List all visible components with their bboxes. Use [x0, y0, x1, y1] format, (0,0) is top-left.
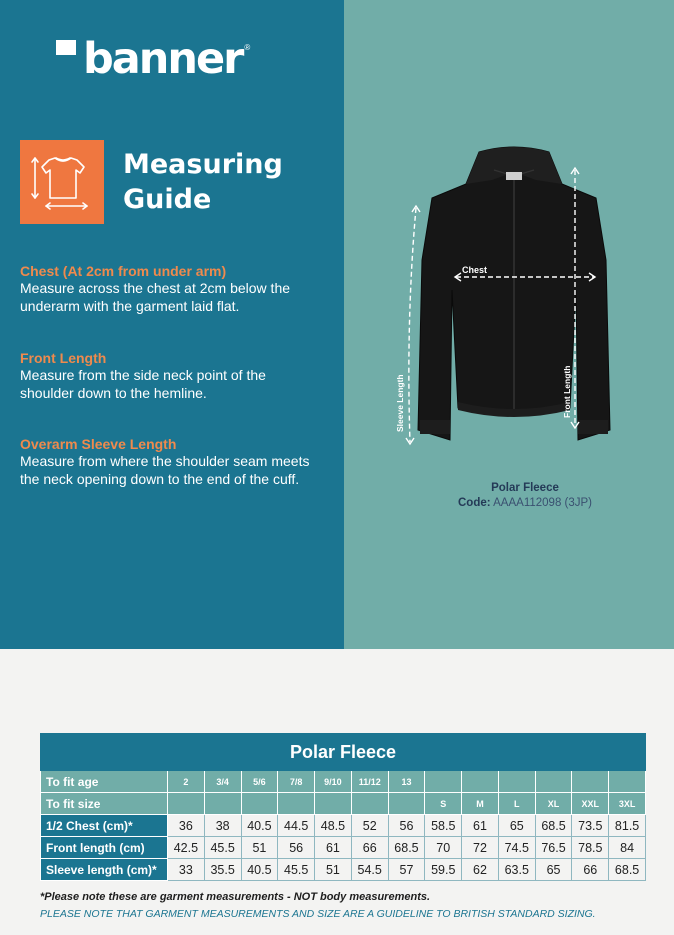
table-cell: 5/6	[241, 771, 278, 793]
table-cell	[498, 771, 535, 793]
size-table	[40, 733, 646, 881]
table-cell	[315, 793, 352, 815]
table-cell: 44.5	[278, 815, 315, 837]
table-cell: 63.5	[498, 859, 535, 881]
size-table-container	[40, 733, 646, 881]
neck-label	[506, 172, 522, 180]
table-cell: 40.5	[241, 815, 278, 837]
tshirt-measure-icon	[20, 140, 104, 224]
table-cell: S	[425, 793, 462, 815]
sleeve-length-section	[20, 436, 320, 488]
chest-label: Chest	[462, 265, 488, 275]
table-cell: 42.5	[168, 837, 205, 859]
table-cell: 33	[168, 859, 205, 881]
table-cell: 68.5	[535, 815, 572, 837]
logo-mark	[56, 40, 76, 55]
table-row	[41, 837, 646, 859]
row-label: Sleeve length (cm)*	[41, 859, 168, 881]
table-cell: 7/8	[278, 771, 315, 793]
section-body: Measure across the chest at 2cm below the underarm with the garment laid flat.	[20, 280, 291, 314]
table-cell: 84	[609, 837, 646, 859]
table-cell: 51	[241, 837, 278, 859]
section-heading: Front Length	[20, 350, 107, 366]
sleeve-label: Sleeve Length	[395, 374, 405, 432]
table-cell	[388, 793, 425, 815]
table-cell: 65	[498, 815, 535, 837]
table-cell: 57	[388, 859, 425, 881]
table-title-row	[41, 734, 646, 771]
table-cell: 61	[315, 837, 352, 859]
table-cell: 45.5	[204, 837, 241, 859]
table-cell: M	[462, 793, 499, 815]
logo-text: banner	[83, 34, 243, 84]
table-cell: 78.5	[572, 837, 609, 859]
table-cell: 36	[168, 815, 205, 837]
garment-note: *Please note these are garment measurements - NOT body measurements.	[40, 891, 431, 903]
section-heading: Overarm Sleeve Length	[20, 436, 177, 452]
table-title: Polar Fleece	[41, 734, 646, 771]
table-cell: 40.5	[241, 859, 278, 881]
row-label: 1/2 Chest (cm)*	[41, 815, 168, 837]
table-row	[41, 859, 646, 881]
table-cell	[168, 793, 205, 815]
table-cell: 45.5	[278, 859, 315, 881]
table-row	[41, 815, 646, 837]
table-cell: 54.5	[351, 859, 388, 881]
table-cell: 73.5	[572, 815, 609, 837]
front-length-section	[20, 350, 320, 402]
table-cell: 66	[572, 859, 609, 881]
product-code: AAAA112098 (3JP)	[493, 497, 593, 509]
table-cell: 52	[351, 815, 388, 837]
logo-registered: ®	[244, 43, 251, 52]
table-cell: L	[498, 793, 535, 815]
table-cell: 62	[462, 859, 499, 881]
table-row	[41, 771, 646, 793]
product-name: Polar Fleece	[491, 482, 559, 494]
table-cell: 76.5	[535, 837, 572, 859]
table-cell: XXL	[572, 793, 609, 815]
table-cell: 11/12	[351, 771, 388, 793]
sizing-note: PLEASE NOTE THAT GARMENT MEASUREMENTS AND SIZE ARE A GUIDELINE TO BRITISH STANDARD SIZING.	[40, 908, 596, 920]
table-cell	[535, 771, 572, 793]
table-cell: 72	[462, 837, 499, 859]
table-cell: 13	[388, 771, 425, 793]
fleece-jacket-diagram	[384, 140, 644, 460]
table-cell: 70	[425, 837, 462, 859]
front-length-label: Front Length	[562, 365, 572, 418]
left-info-panel	[0, 0, 344, 649]
table-cell: 68.5	[609, 859, 646, 881]
table-cell: XL	[535, 793, 572, 815]
table-cell	[278, 793, 315, 815]
section-body: Measure from where the shoulder seam meets the neck opening down to the end of the cuff.	[20, 453, 310, 487]
table-cell	[462, 771, 499, 793]
table-cell: 68.5	[388, 837, 425, 859]
product-caption	[344, 481, 674, 511]
table-cell: 58.5	[425, 815, 462, 837]
code-label: Code:	[457, 497, 491, 509]
title-line-2: Guide	[123, 184, 212, 215]
table-cell: 59.5	[425, 859, 462, 881]
table-cell: 56	[388, 815, 425, 837]
table-cell: 74.5	[498, 837, 535, 859]
table-cell: 81.5	[609, 815, 646, 837]
table-cell: 9/10	[315, 771, 352, 793]
table-cell: 61	[462, 815, 499, 837]
table-cell: 65	[535, 859, 572, 881]
table-cell: 48.5	[315, 815, 352, 837]
table-cell: 2	[168, 771, 205, 793]
row-label: Front length (cm)	[41, 837, 168, 859]
chest-section	[20, 263, 320, 315]
table-cell	[609, 771, 646, 793]
table-cell: 3/4	[204, 771, 241, 793]
table-cell: 35.5	[204, 859, 241, 881]
banner-logo	[56, 34, 250, 84]
table-cell	[241, 793, 278, 815]
section-body: Measure from the side neck point of the shoulder down to the hemline.	[20, 367, 266, 401]
table-cell	[425, 771, 462, 793]
title-line-1: Measuring	[123, 149, 283, 180]
table-row	[41, 793, 646, 815]
page-title	[123, 147, 283, 217]
row-label: To fit age	[41, 771, 168, 793]
table-cell	[351, 793, 388, 815]
table-cell	[572, 771, 609, 793]
table-cell	[204, 793, 241, 815]
row-label: To fit size	[41, 793, 168, 815]
table-cell: 51	[315, 859, 352, 881]
table-cell: 3XL	[609, 793, 646, 815]
table-cell: 66	[351, 837, 388, 859]
table-cell: 38	[204, 815, 241, 837]
section-heading: Chest (At 2cm from under arm)	[20, 263, 227, 279]
table-cell: 56	[278, 837, 315, 859]
